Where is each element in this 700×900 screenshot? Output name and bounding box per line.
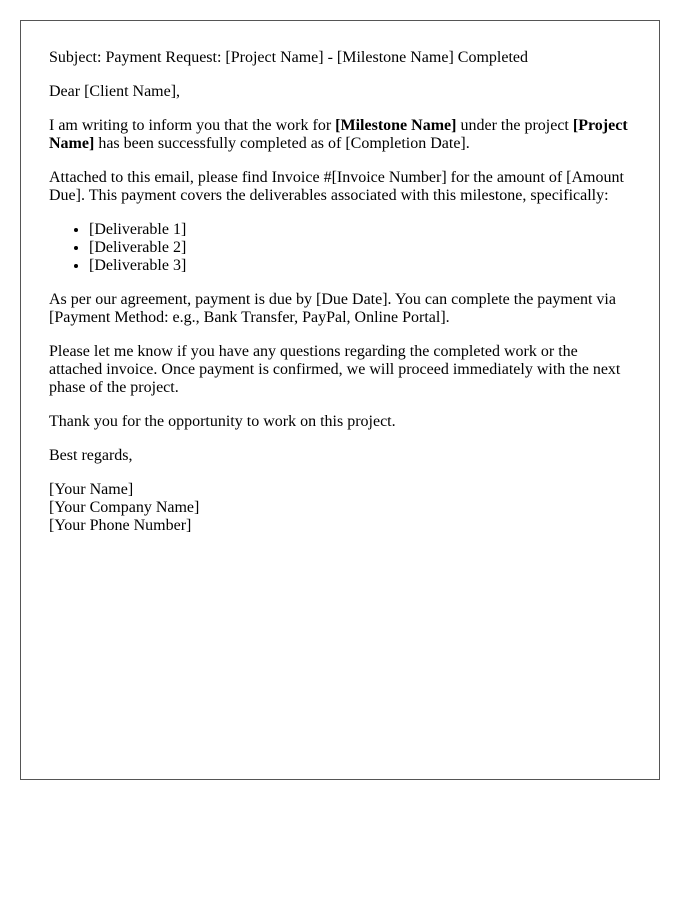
subject-line: Subject: Payment Request: [Project Name] - [Milestone Name] Completed <box>49 49 528 66</box>
signature-company: [Your Company Name] <box>49 499 200 516</box>
intro-paragraph <box>49 117 631 153</box>
list-item: • [Deliverable 2] <box>89 239 631 257</box>
closing-line: Best regards, <box>49 447 133 464</box>
questions-paragraph: Please let me know if you have any questions regarding the completed work or the attached invoice. Once payment is confirmed, we will proceed immediately with the next phase of the project. <box>49 343 621 396</box>
deliverables-list <box>49 221 631 275</box>
project-name: [Project Name] <box>49 117 628 152</box>
greeting: Dear [Client Name], <box>49 83 181 100</box>
list-item: • [Deliverable 1] <box>89 221 631 239</box>
list-item: • [Deliverable 3] <box>89 257 631 275</box>
invoice-paragraph: Attached to this email, please find Invoice #[Invoice Number] for the amount of [Amount Due]. This payment covers the deliverables associated with this milestone, specifically: <box>49 169 624 204</box>
signature-phone: [Your Phone Number] <box>49 517 192 534</box>
intro-text-1: I am writing to inform you that the work for <box>49 117 336 134</box>
milestone-name: [Milestone Name] <box>335 117 457 134</box>
intro-text-2: under the project <box>456 117 573 134</box>
signature-name: [Your Name] <box>49 481 134 498</box>
intro-text-3: has been successfully completed as of [Completion Date]. <box>94 135 470 152</box>
payment-paragraph: As per our agreement, payment is due by [Due Date]. You can complete the payment via [Payment Method: e.g., Bank Transfer, PayPal, Online Portal]. <box>49 291 616 326</box>
signature-block <box>49 481 631 535</box>
thanks-line: Thank you for the opportunity to work on this project. <box>49 413 396 430</box>
letter-container <box>20 20 660 780</box>
